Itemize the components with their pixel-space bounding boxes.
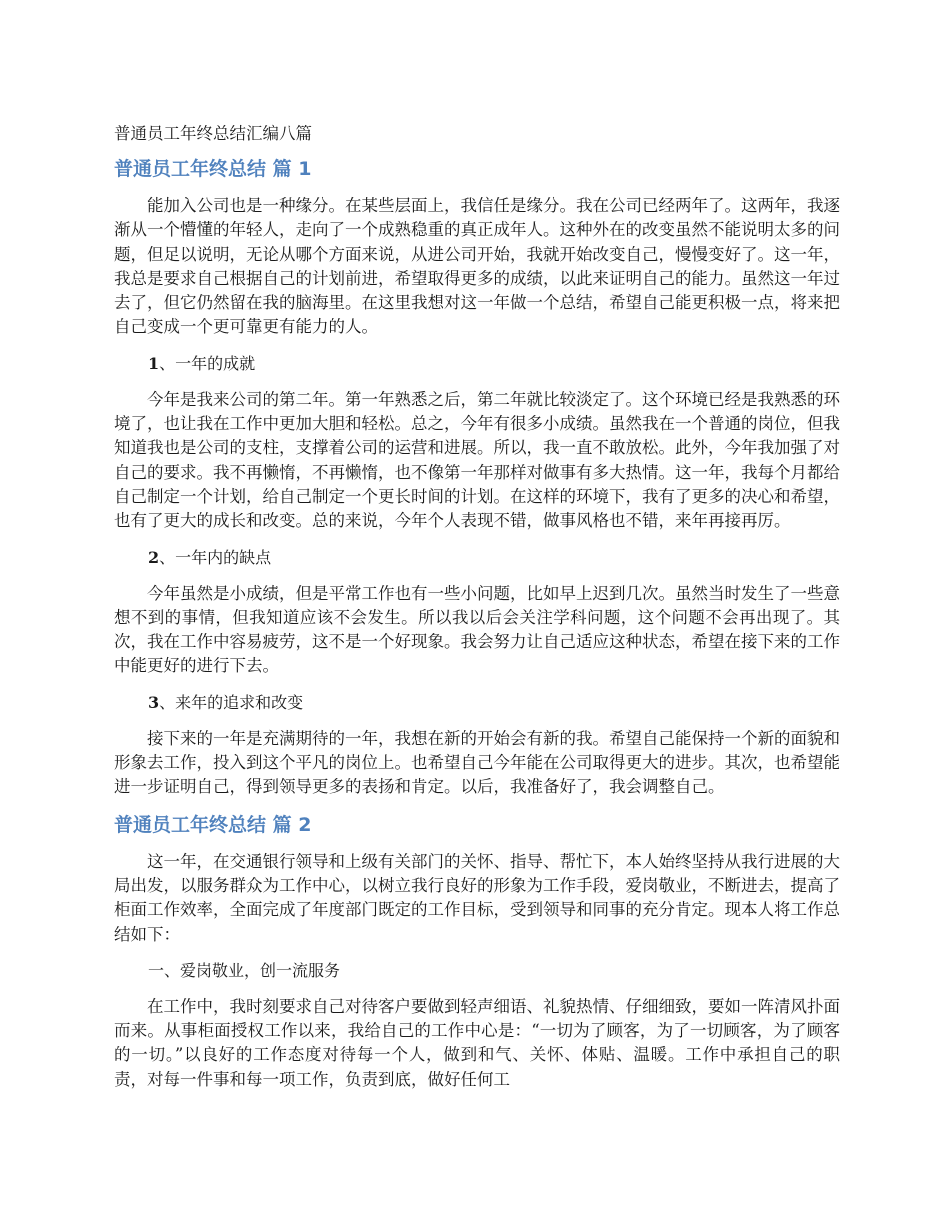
paragraph: 在工作中，我时刻要求自己对待客户要做到轻声细语、礼貌热情、仔细细致，要如一阵清风扑面而来。从事柜面授权工作以来，我给自己的工作中心是：“一切为了顾客，为了一切顾客，为了顾客的一切。”以良好的工作态度对待每一个人，做到和气、关怀、体贴、温暖。工作中承担自己的职责，对每一件事和每一项工作，负责到底，做好任何工: [114, 996, 840, 1089]
subheading-dedication: 一、爱岗敬业，创一流服务: [148, 960, 341, 980]
paragraph: 能加入公司也是一种缘分。在某些层面上，我信任是缘分。我在公司已经两年了。这两年，我逐渐从一个懵懂的年轻人，走向了一个成熟稳重的真正成年人。这种外在的改变虽然不能说明太多的问题，但足以说明，无论从哪个方面来说，从进公司开始，我就开始改变自己，慢慢变好了。这一年，我总是要求自己根据自己的计划前进，希望取得更多的成绩，以此来证明自己的能力。虽然这一年过去了，但它仍然留在我的脑海里。在这里我想对这一年做一个总结，希望自己能更积极一点，将来把自己变成一个更可靠更有能力的人。: [114, 196, 840, 337]
paragraph: 今年虽然是小成绩，但是平常工作也有一些小问题，比如早上迟到几次。虽然当时发生了一些意想不到的事情，但我知道应该不会发生。所以我以后会关注学科问题，这个问题不会再出现了。其次，我在工作中容易疲劳，这不是一个好现象。我会努力让自己适应这种状态，希望在接下来的工作中能更好的进行下去。: [114, 583, 840, 676]
subheading-number: 3: [148, 692, 160, 712]
subheading-shortcomings: [114, 546, 840, 570]
section-heading-2: 普通员工年终总结 篇 2: [114, 813, 312, 836]
paragraph: 接下来的一年是充满期待的一年，我想在新的开始会有新的我。希望自己能保持一个新的面貌和形象去工作，投入到这个平凡的岗位上。也希望自己今年能在公司取得更大的进步。其次，也希望能进一步证明自己，得到领导更多的表扬和肯定。以后，我准备好了，我会调整自己。: [114, 728, 840, 797]
subheading-achievements: [114, 352, 840, 376]
subheading-number: 1: [148, 353, 160, 373]
paragraph: 今年是我来公司的第二年。第一年熟悉之后，第二年就比较淡定了。这个环境已经是我熟悉的环境了，也让我在工作中更加大胆和轻松。总之，今年有很多小成绩。虽然我在一个普通的岗位，但我知道我也是公司的支柱，支撑着公司的运营和进展。所以，我一直不敢放松。此外，今年我加强了对自己的要求。我不再懒惰，不再懒惰，也不像第一年那样对做事有多大热情。这一年，我每个月都给自己制定一个计划，给自己制定一个更长时间的计划。在这样的环境下，我有了更多的决心和希望，也有了更大的成长和改变。总的来说，今年个人表现不错，做事风格也不错，来年再接再厉。: [114, 389, 840, 531]
subheading-label: 、一年的成就: [159, 353, 256, 373]
paragraph: 这一年，在交通银行领导和上级有关部门的关怀、指导、帮忙下，本人始终坚持从我行进展的大局出发，以服务群众为工作中心，以树立我行良好的形象为工作手段，爱岗敬业，不断进去，提高了柜面工作效率，全面完成了年度部门既定的工作目标，受到领导和同事的充分肯定。现本人将工作总结如下：: [114, 851, 840, 944]
subheading-number: 2: [148, 547, 160, 567]
subheading-label: 、来年的追求和改变: [159, 692, 304, 712]
document-title: 普通员工年终总结汇编八篇: [114, 124, 312, 143]
section-heading-1: 普通员工年终总结 篇 1: [114, 158, 312, 180]
subheading-label: 、一年内的缺点: [159, 547, 272, 567]
subheading-next-year: [114, 691, 840, 715]
